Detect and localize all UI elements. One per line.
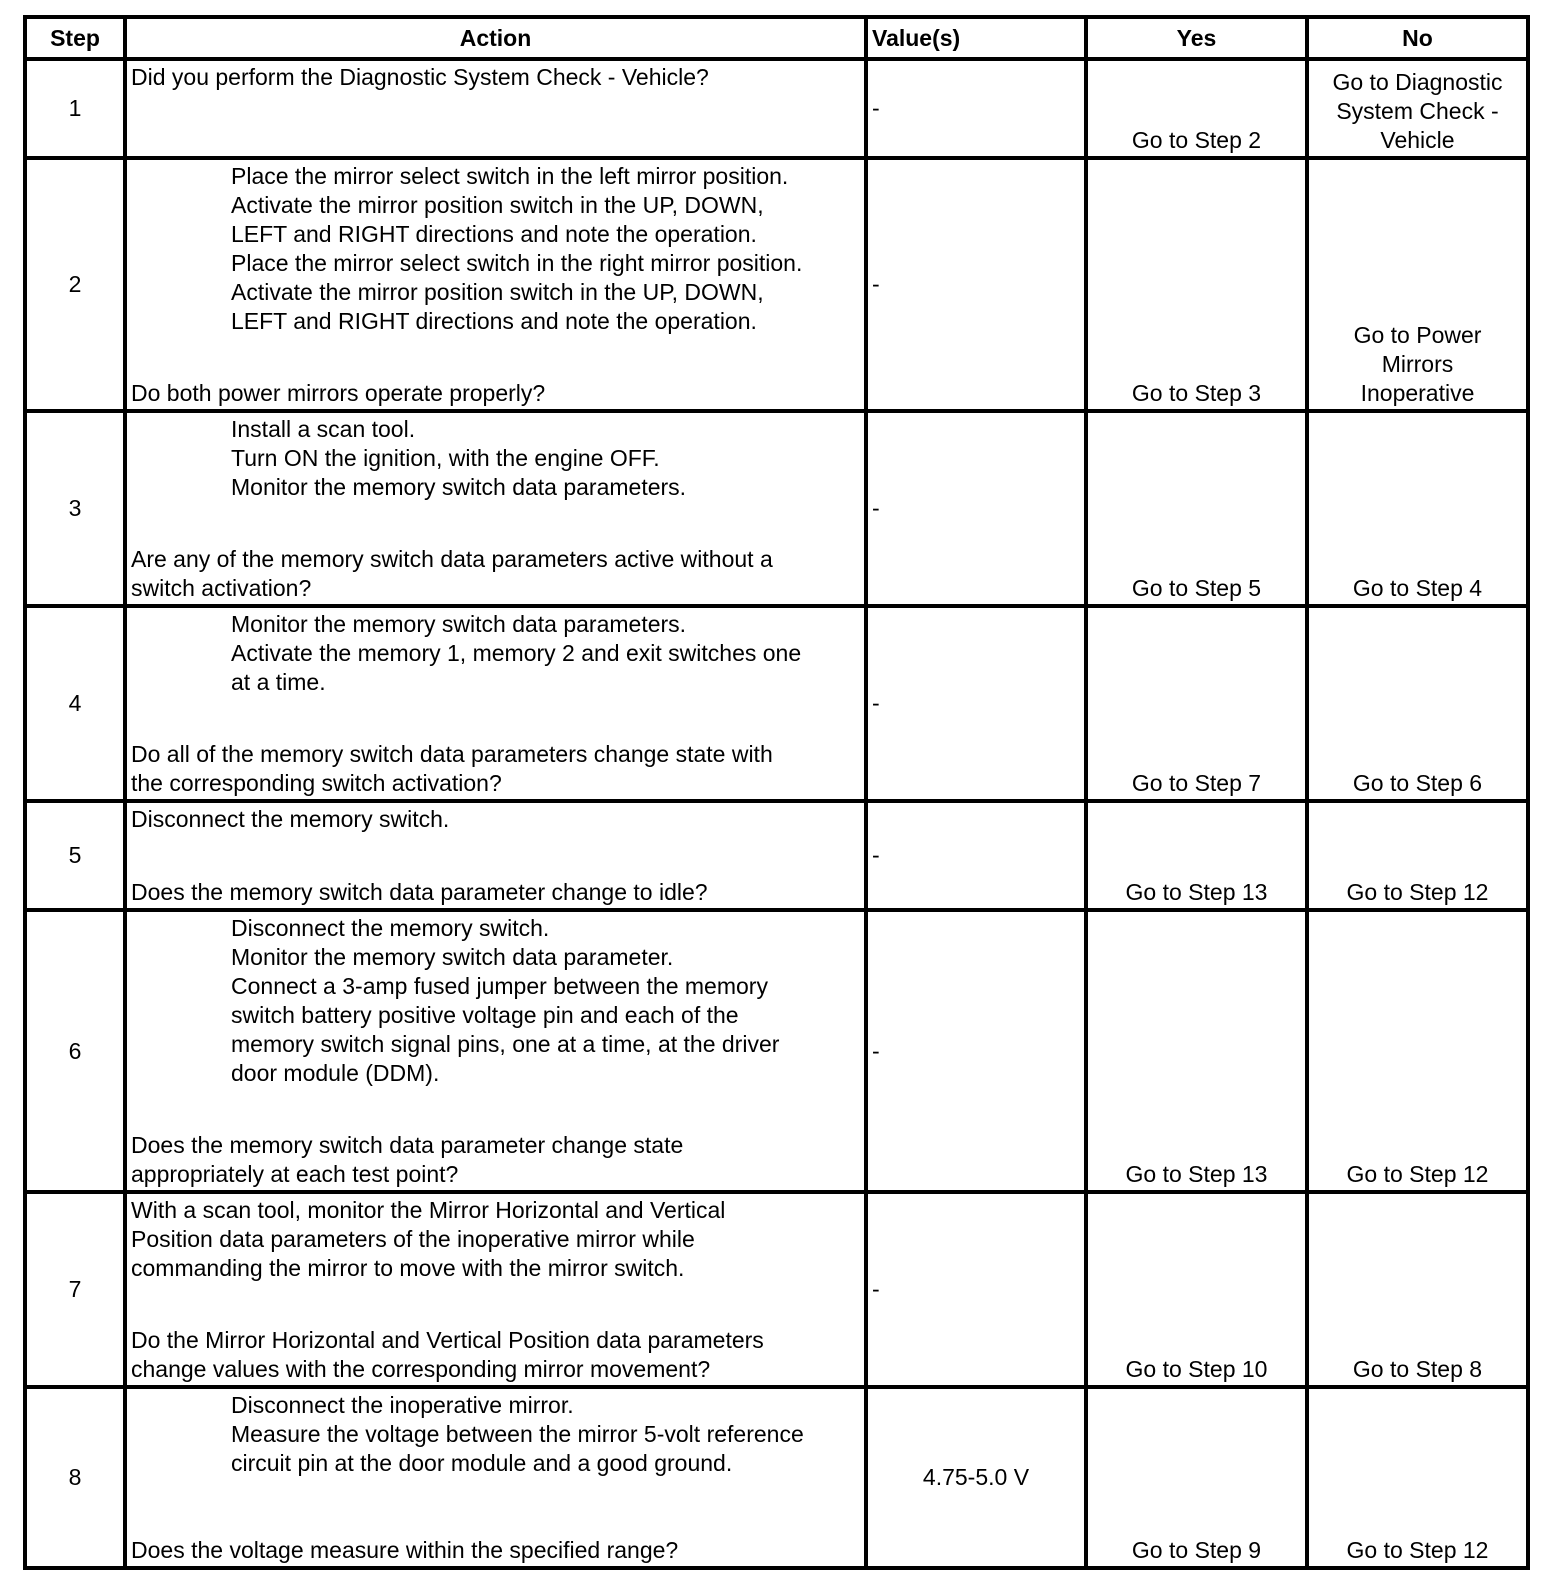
action-line: Measure the voltage between the mirror 5-volt reference	[231, 1421, 804, 1447]
action-instructions	[131, 610, 860, 697]
header-values: Value(s)	[866, 17, 1086, 59]
action-instructions	[131, 415, 860, 502]
table-row	[25, 606, 1528, 801]
action-line: door module (DDM).	[231, 1060, 440, 1086]
action-instructions	[131, 1391, 860, 1478]
yes-result-line: Go to Step 5	[1131, 575, 1262, 601]
yes-cell	[1086, 1192, 1307, 1387]
step-number: 2	[25, 158, 125, 411]
table-row	[25, 1387, 1528, 1568]
table-row	[25, 158, 1528, 411]
no-cell	[1307, 158, 1528, 411]
yes-result-line: Go to Step 13	[1125, 1161, 1268, 1187]
value-cell: 4.75-5.0 V	[866, 1387, 1086, 1568]
no-result-line: Go to Step 12	[1346, 1161, 1489, 1187]
no-cell	[1307, 1387, 1528, 1568]
action-line: Activate the mirror position switch in the UP, DOWN,	[231, 279, 764, 305]
action-question	[131, 740, 860, 798]
action-line: Place the mirror select switch in the right mirror position.	[231, 250, 803, 276]
action-instructions	[131, 1196, 860, 1283]
action-line: Monitor the memory switch data parameter.	[231, 944, 674, 970]
header-yes: Yes	[1086, 17, 1307, 59]
action-cell	[125, 59, 866, 158]
question-line: change values with the corresponding mirror movement?	[131, 1356, 711, 1382]
action-cell	[125, 158, 866, 411]
action-line: LEFT and RIGHT directions and note the operation.	[231, 308, 757, 334]
step-number: 3	[25, 411, 125, 606]
yes-result-line: Go to Step 3	[1131, 380, 1262, 406]
table-row	[25, 411, 1528, 606]
question-line: Do all of the memory switch data parameters change state with	[131, 741, 773, 767]
action-cell	[125, 801, 866, 910]
action-cell	[125, 606, 866, 801]
yes-cell	[1086, 411, 1307, 606]
value-cell: -	[866, 59, 1086, 158]
action-line: Install a scan tool.	[231, 416, 416, 442]
question-line: Do the Mirror Horizontal and Vertical Position data parameters	[131, 1327, 764, 1353]
header-no: No	[1307, 17, 1528, 59]
no-result-line: Go to Step 4	[1352, 575, 1483, 601]
action-line: Connect a 3-amp fused jumper between the memory	[231, 973, 768, 999]
table-row	[25, 59, 1528, 158]
action-instructions	[131, 914, 860, 1088]
action-line: Disconnect the inoperative mirror.	[231, 1392, 574, 1418]
action-line: Disconnect the memory switch.	[231, 915, 550, 941]
no-cell	[1307, 59, 1528, 158]
action-line: Disconnect the memory switch.	[131, 806, 450, 832]
no-result-line: Mirrors	[1381, 351, 1454, 377]
step-number: 6	[25, 910, 125, 1192]
step-number: 7	[25, 1192, 125, 1387]
action-cell	[125, 1387, 866, 1568]
step-number: 1	[25, 59, 125, 158]
yes-result-line: Go to Step 10	[1125, 1356, 1268, 1382]
question-line: Does the voltage measure within the specified range?	[131, 1537, 679, 1563]
table-row	[25, 801, 1528, 910]
action-line: Monitor the memory switch data parameters.	[231, 474, 687, 500]
action-instructions	[131, 162, 860, 336]
yes-cell	[1086, 801, 1307, 910]
yes-cell	[1086, 1387, 1307, 1568]
yes-result-line: Go to Step 2	[1131, 127, 1262, 153]
action-cell	[125, 411, 866, 606]
no-result-line: System Check -	[1336, 98, 1499, 124]
action-line: Position data parameters of the inoperative mirror while	[131, 1226, 695, 1252]
no-result-line: Go to Step 6	[1352, 770, 1483, 796]
action-line: With a scan tool, monitor the Mirror Horizontal and Vertical	[131, 1197, 726, 1223]
value-cell: -	[866, 411, 1086, 606]
yes-result-line: Go to Step 7	[1131, 770, 1262, 796]
step-number: 8	[25, 1387, 125, 1568]
value-cell: -	[866, 1192, 1086, 1387]
action-question	[131, 1131, 860, 1189]
action-line: memory switch signal pins, one at a time, at the driver	[231, 1031, 780, 1057]
action-line: Monitor the memory switch data parameters.	[231, 611, 687, 637]
header-step: Step	[25, 17, 125, 59]
no-cell	[1307, 801, 1528, 910]
action-question	[131, 1536, 860, 1565]
no-cell	[1307, 910, 1528, 1192]
yes-cell	[1086, 59, 1307, 158]
action-question	[131, 545, 860, 603]
action-question	[131, 878, 860, 907]
no-result-line: Vehicle	[1380, 127, 1455, 153]
value-cell: -	[866, 801, 1086, 910]
action-line: Activate the memory 1, memory 2 and exit switches one	[231, 640, 802, 666]
yes-cell	[1086, 606, 1307, 801]
action-line: at a time.	[231, 669, 326, 695]
no-cell	[1307, 606, 1528, 801]
question-line: appropriately at each test point?	[131, 1161, 459, 1187]
step-number: 5	[25, 801, 125, 910]
question-line: switch activation?	[131, 575, 312, 601]
diagnostic-table	[23, 15, 1530, 1570]
yes-result-line: Go to Step 9	[1131, 1537, 1262, 1563]
table-row	[25, 910, 1528, 1192]
question-line: Do both power mirrors operate properly?	[131, 380, 546, 406]
question-line: the corresponding switch activation?	[131, 770, 502, 796]
question-line: Are any of the memory switch data parameters active without a	[131, 546, 773, 572]
action-line: LEFT and RIGHT directions and note the operation.	[231, 221, 757, 247]
yes-cell	[1086, 158, 1307, 411]
no-result-line: Go to Diagnostic	[1332, 69, 1503, 95]
action-instructions	[131, 63, 860, 92]
no-cell	[1307, 1192, 1528, 1387]
yes-result-line: Go to Step 13	[1125, 879, 1268, 905]
action-line: Did you perform the Diagnostic System Check - Vehicle?	[131, 64, 709, 90]
value-cell: -	[866, 606, 1086, 801]
action-line: Turn ON the ignition, with the engine OFF.	[231, 445, 660, 471]
action-cell	[125, 910, 866, 1192]
action-line: Activate the mirror position switch in the UP, DOWN,	[231, 192, 764, 218]
action-line: commanding the mirror to move with the mirror switch.	[131, 1255, 685, 1281]
action-line: circuit pin at the door module and a good ground.	[231, 1450, 733, 1476]
no-result-line: Go to Step 12	[1346, 879, 1489, 905]
action-question	[131, 1326, 860, 1384]
no-result-line: Go to Power	[1353, 322, 1482, 348]
value-cell: -	[866, 158, 1086, 411]
action-instructions	[131, 805, 860, 834]
action-question	[131, 379, 860, 408]
no-cell	[1307, 411, 1528, 606]
action-line: Place the mirror select switch in the left mirror position.	[231, 163, 789, 189]
action-line: switch battery positive voltage pin and each of the	[231, 1002, 739, 1028]
value-cell: -	[866, 910, 1086, 1192]
header-row	[25, 17, 1528, 59]
yes-cell	[1086, 910, 1307, 1192]
table-row	[25, 1192, 1528, 1387]
step-number: 4	[25, 606, 125, 801]
no-result-line: Go to Step 12	[1346, 1537, 1489, 1563]
no-result-line: Inoperative	[1360, 380, 1475, 406]
question-line: Does the memory switch data parameter change state	[131, 1132, 684, 1158]
action-cell	[125, 1192, 866, 1387]
question-line: Does the memory switch data parameter change to idle?	[131, 879, 708, 905]
header-action: Action	[125, 17, 866, 59]
no-result-line: Go to Step 8	[1352, 1356, 1483, 1382]
